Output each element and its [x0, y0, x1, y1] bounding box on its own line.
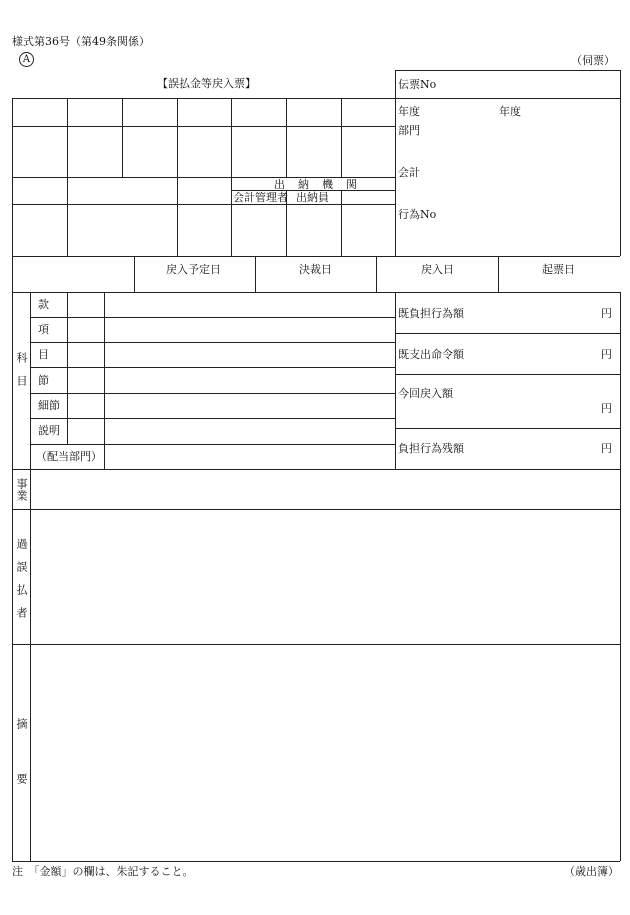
act-no-label: 行為No [398, 208, 437, 221]
this-return-label: 今回戻入額 [398, 387, 453, 400]
fiscal-year-label-2: 年度 [499, 105, 521, 118]
book-label: （歳出簿） [564, 865, 619, 878]
subject-item-setsumei: 説明 [38, 424, 60, 437]
form-number: 様式第36号（第49条関係） [12, 35, 150, 48]
commitment-balance-label: 負担行為残額 [398, 442, 464, 455]
slip-no-label: 伝票No [398, 78, 437, 91]
return-date-label: 戻入日 [421, 263, 454, 276]
subject-label: 科目 [15, 352, 28, 398]
allocated-dept-label: （配当部門） [36, 450, 102, 463]
treasury-org-label: 出 納 機 関 [274, 178, 358, 191]
existing-payment-order-label: 既支出命令額 [398, 348, 464, 361]
subject-item-saisetsu: 細節 [38, 399, 60, 412]
subject-item-kou: 項 [38, 323, 49, 336]
accounting-label: 会計 [398, 166, 420, 179]
accounting-manager-label: 会計管理者 [233, 191, 288, 204]
planned-return-date-label: 戻入予定日 [166, 263, 221, 276]
yen-unit-4: 円 [601, 442, 612, 455]
circle-a-mark: A [19, 52, 34, 67]
overpaid-person-label: 過誤払者 [15, 538, 28, 630]
yen-unit-3: 円 [601, 402, 612, 415]
subject-item-setsu: 節 [38, 374, 49, 387]
yen-unit-1: 円 [601, 307, 612, 320]
subject-item-moku: 目 [38, 348, 49, 361]
cashier-label: 出納員 [296, 191, 329, 204]
department-label: 部門 [398, 124, 420, 137]
existing-commitment-label: 既負担行為額 [398, 307, 464, 320]
project-label: 事業 [15, 478, 28, 502]
fiscal-year-label-1: 年度 [398, 105, 420, 118]
approval-note: （伺票） [571, 54, 615, 67]
issue-date-label: 起票日 [542, 263, 575, 276]
form-title: 【誤払金等戻入票】 [157, 77, 256, 90]
decision-date-label: 決裁日 [299, 263, 332, 276]
yen-unit-2: 円 [601, 348, 612, 361]
footer-note: 注 「金額」の欄は、朱記すること。 [12, 865, 194, 878]
summary-label: 摘要 [15, 718, 28, 828]
subject-item-kan: 款 [38, 298, 49, 311]
